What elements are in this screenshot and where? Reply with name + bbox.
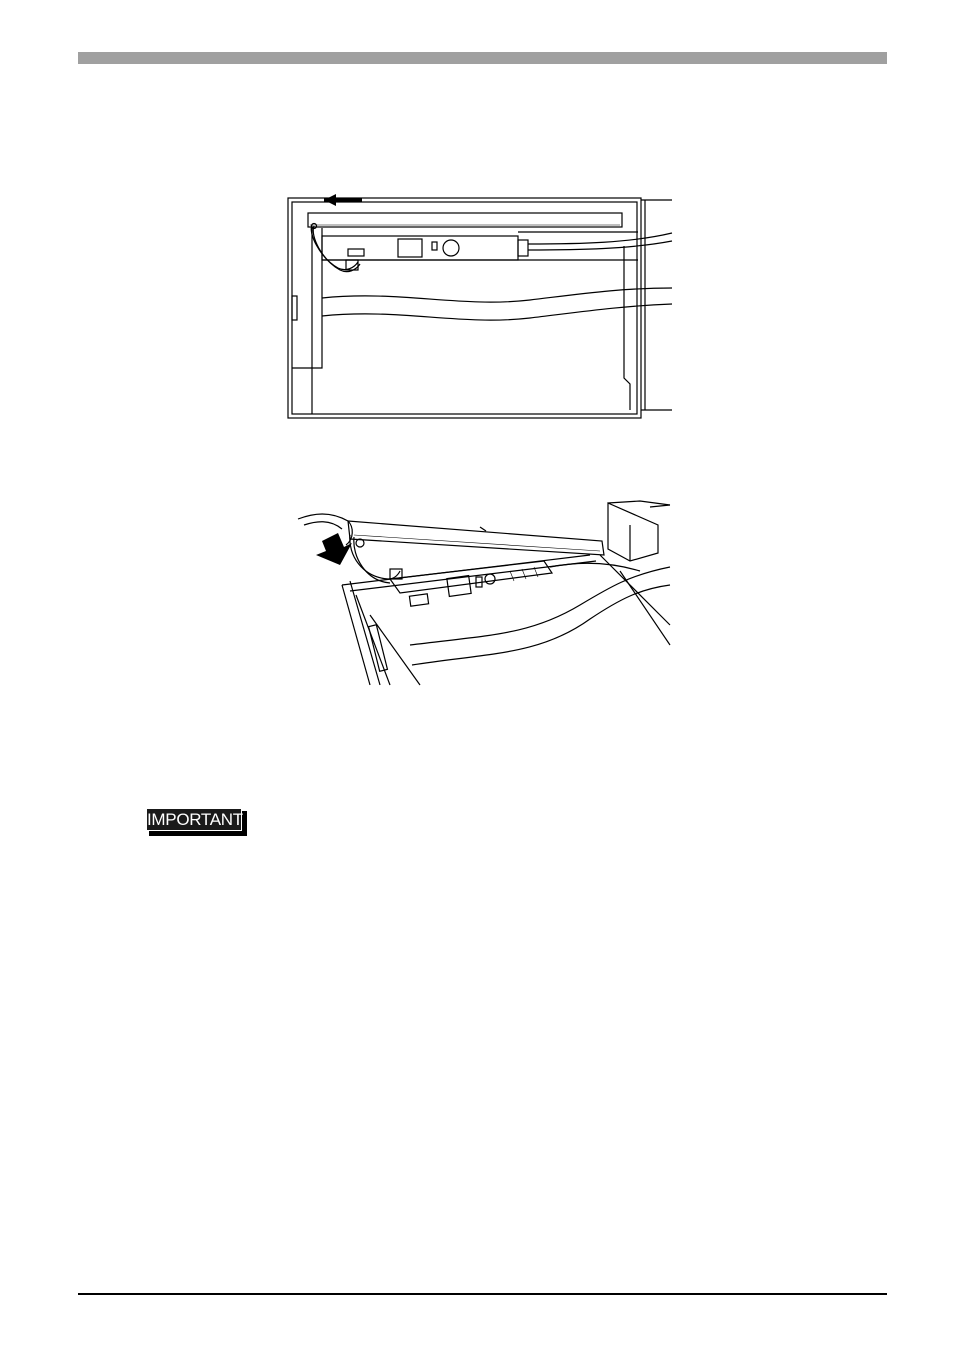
arrow-left-icon xyxy=(324,194,362,206)
important-badge xyxy=(146,808,248,836)
important-label: IMPORTANT xyxy=(147,810,243,829)
figure-backlight-removal-perspective xyxy=(290,495,680,690)
figure-backlight-housing-front xyxy=(280,188,680,424)
header-bar xyxy=(78,52,887,64)
arrow-down-icon xyxy=(316,533,352,565)
footer-rule xyxy=(78,1293,887,1295)
